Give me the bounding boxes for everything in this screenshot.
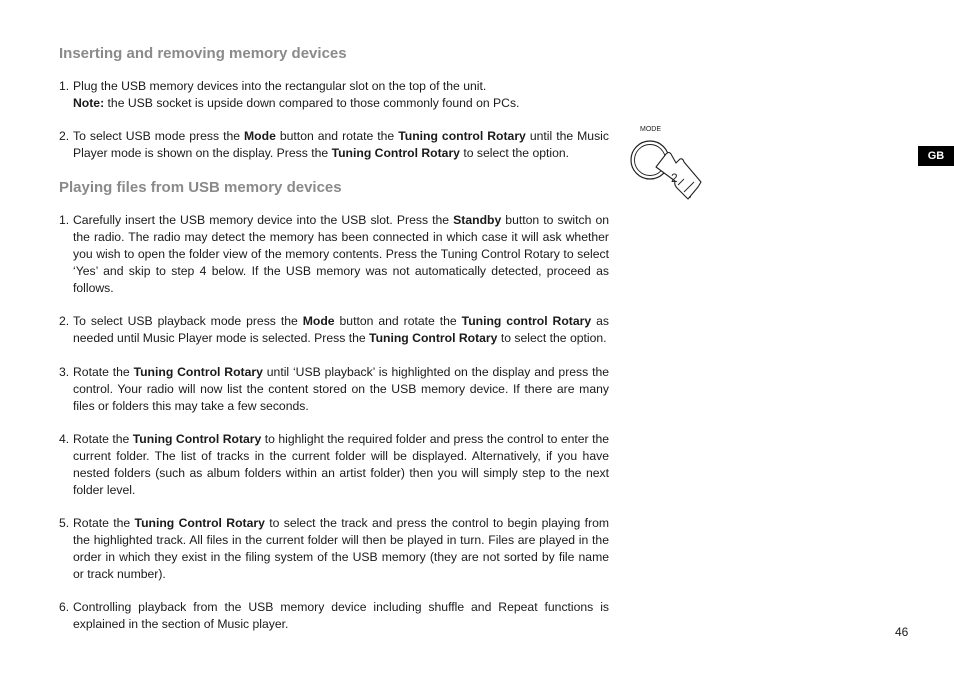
list-item: [59, 515, 609, 583]
list-text: Controlling playback from the USB memory device including shuffle and Repeat functions is explained in the section of Music player.: [73, 600, 609, 631]
mode-knob-hand-icon: [626, 125, 706, 205]
list-number: 3.: [59, 365, 70, 379]
list-item: [59, 431, 609, 499]
section-title-inserting: Inserting and removing memory devices: [59, 45, 347, 62]
list-number: 6.: [59, 600, 70, 614]
list-number: 1.: [59, 213, 70, 227]
list-text: Carefully insert the USB memory device into the USB slot. Press the Standby button to switch on the radio. The radio may detect the memory has been connected in which case it will ask whether you wish to open the folder view of the memory contents. Press the Tuning Control Rotary to select ‘Yes’ and skip to step 4 below. If the USB memory was not automatically detected, proceed as follows.: [73, 213, 610, 295]
section-title-playing: Playing files from USB memory devices: [59, 179, 342, 196]
list-item: [59, 78, 609, 112]
list-text: To select USB playback mode press the Mode button and rotate the Tuning control Rotary as needed until Music Player mode is selected. Press the Tuning Control Rotary to select the option.: [73, 314, 609, 345]
list-number: 1.: [59, 79, 70, 93]
list-text: Rotate the Tuning Control Rotary to select the track and press the control to begin playing from the highlighted track. All files in the current folder will then be played in turn. Files are played in the order in which they exist in the filing system of the USB memory (they are not sorted by file name or track number).: [73, 516, 609, 581]
list-item: [59, 212, 609, 297]
list-item: [59, 128, 609, 162]
list-item: [59, 313, 609, 347]
list-text: Plug the USB memory devices into the rectangular slot on the top of the unit. Note: the USB socket is upside down compared to those commonly found on PCs.: [73, 79, 520, 110]
list-number: 5.: [59, 516, 70, 530]
list-item: [59, 599, 609, 633]
language-badge: GB: [918, 146, 954, 166]
list-text: To select USB mode press the Mode button and rotate the Tuning control Rotary until the Music Player mode is shown on the display. Press the Tuning Control Rotary to select the option.: [73, 129, 609, 160]
list-text: Rotate the Tuning Control Rotary until ‘USB playback’ is highlighted on the display and press the control. Your radio will now list the content stored on the USB memory device. If there are many files or folders this may take a few seconds.: [73, 365, 610, 413]
step-number: 2: [671, 171, 678, 185]
list-number: 2.: [59, 129, 70, 143]
list-number: 2.: [59, 314, 70, 328]
list-number: 4.: [59, 432, 70, 446]
list-item: [59, 364, 609, 415]
list-text: Rotate the Tuning Control Rotary to highlight the required folder and press the control to enter the current folder. The list of tracks in the current folder will be displayed. Alternatively, if you have nested folders (such as album folders within an artist folder) then you will simply step to the next folder level.: [73, 432, 610, 497]
page-number: 46: [895, 625, 909, 639]
mode-label: MODE: [640, 126, 661, 133]
